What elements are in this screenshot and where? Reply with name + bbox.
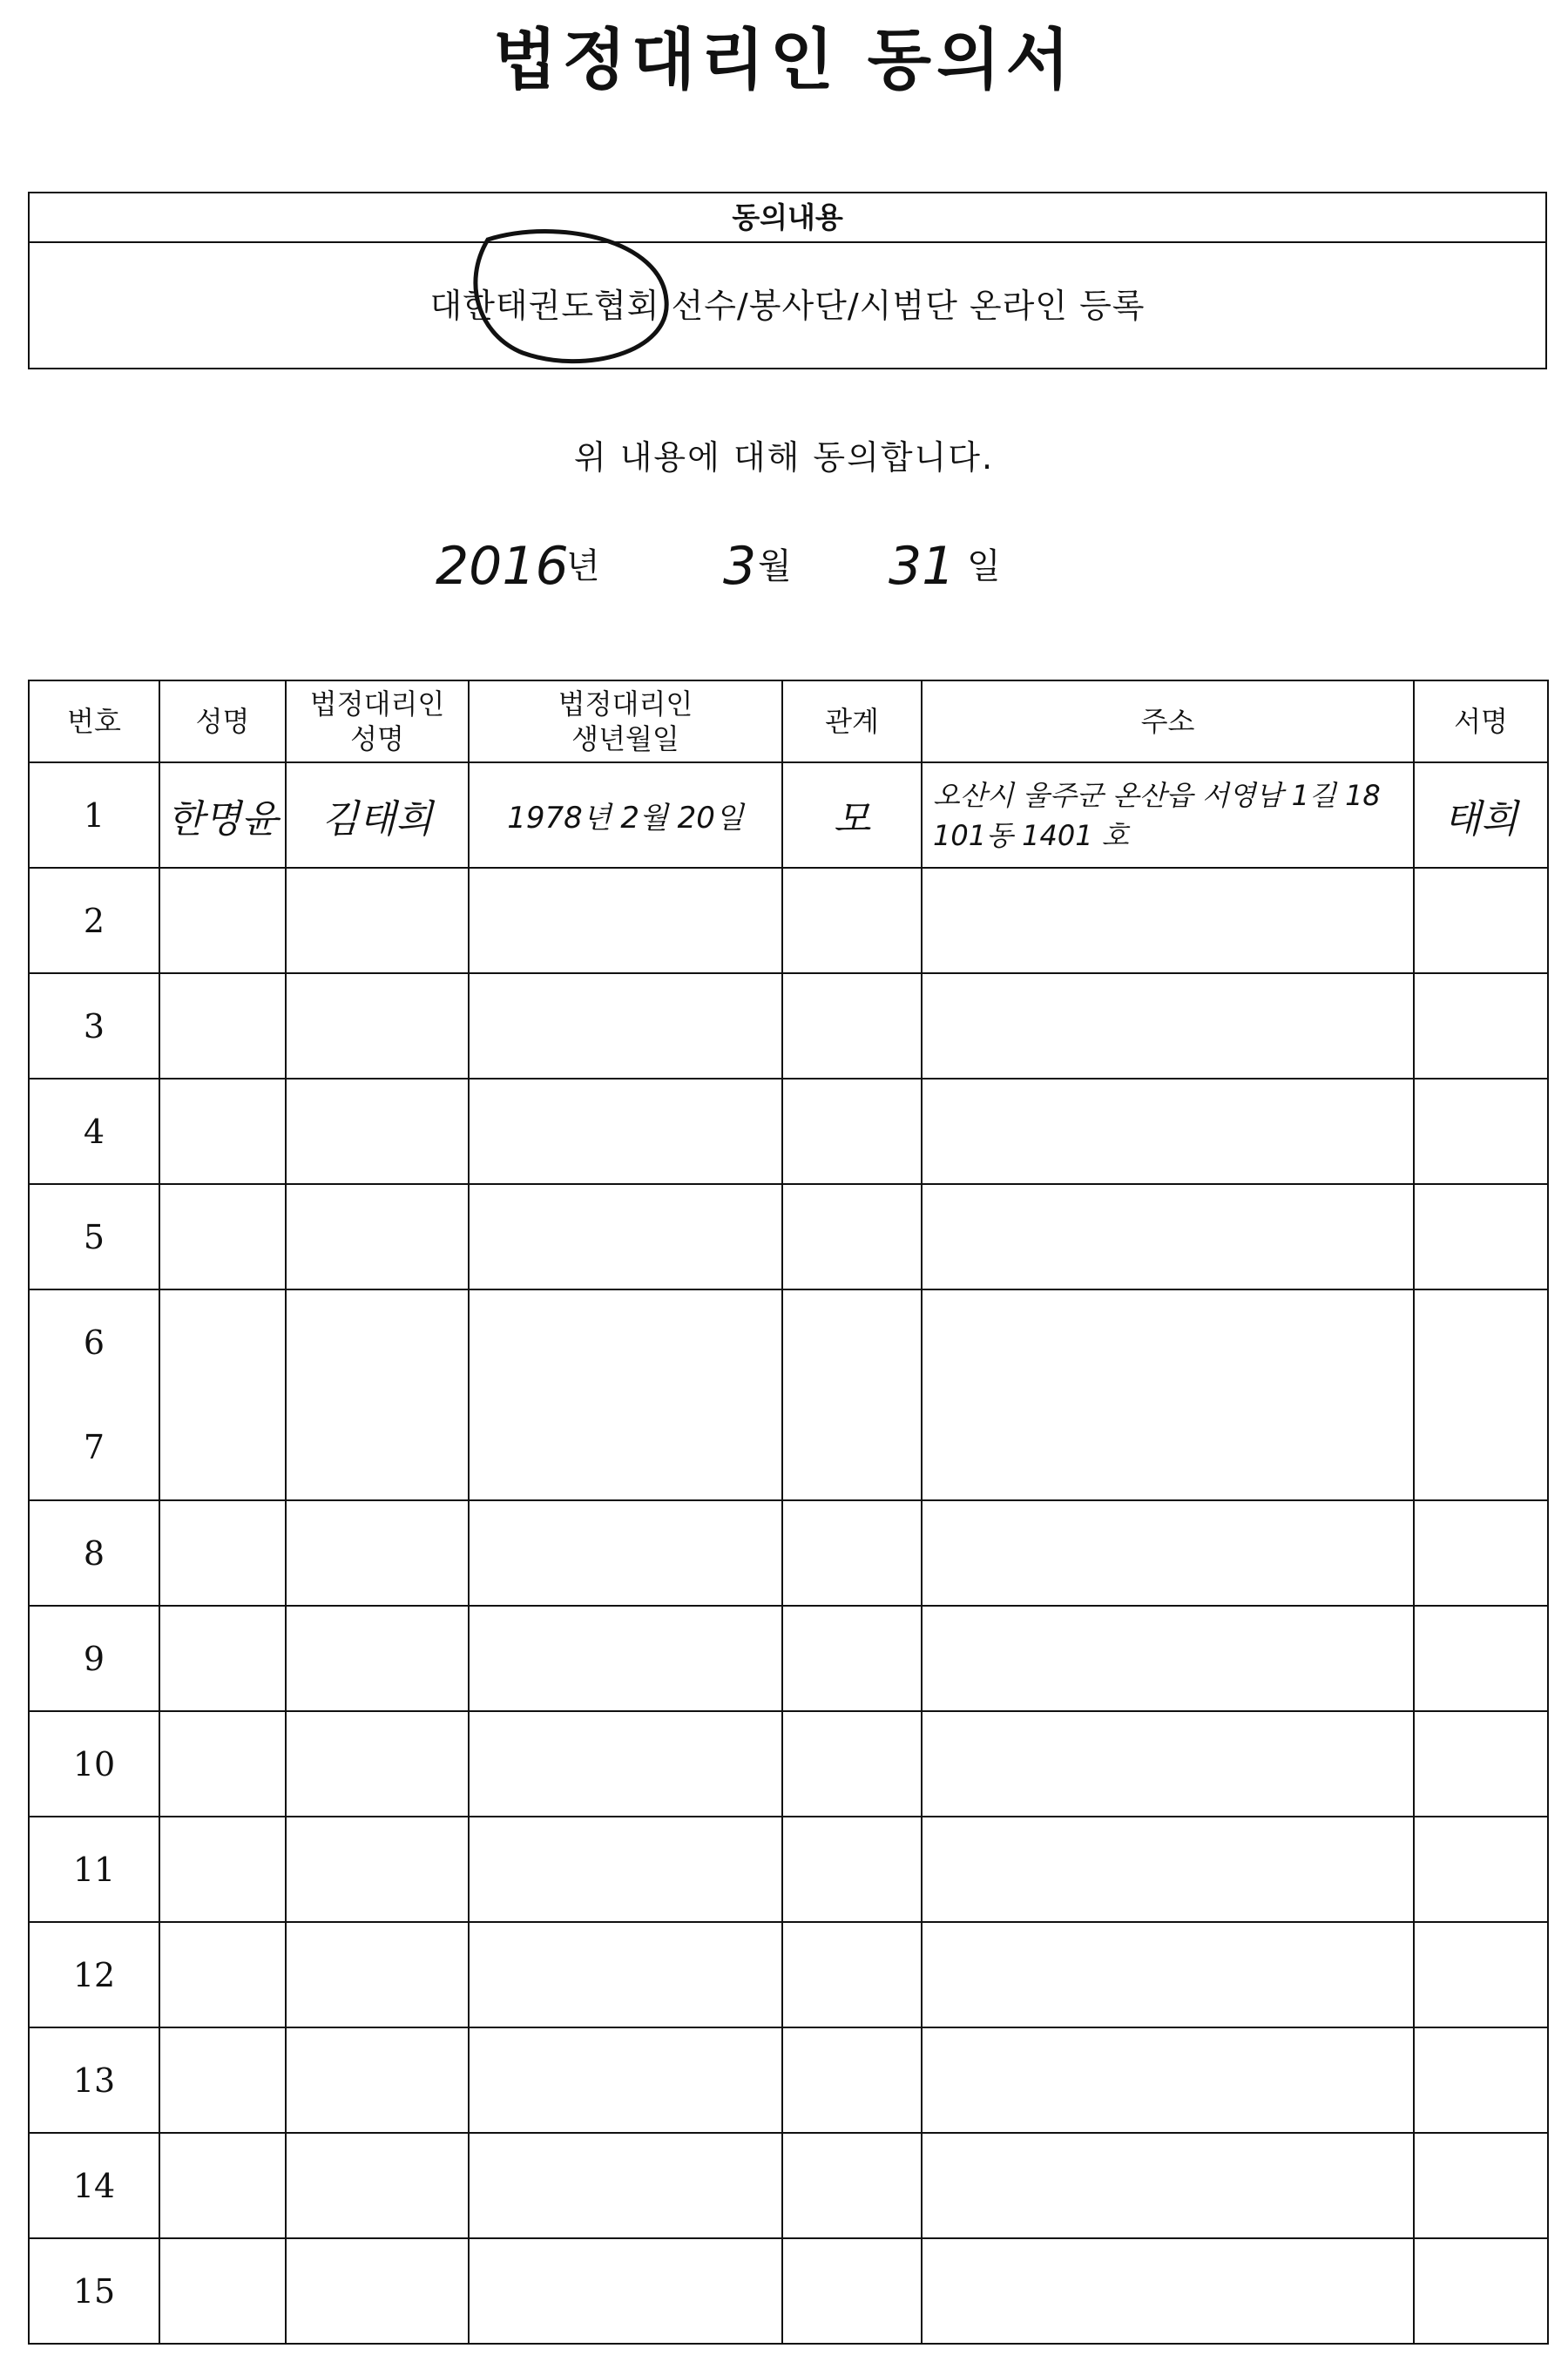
registry-table-wrap: [28, 680, 1547, 2345]
row-number: 5: [29, 1184, 159, 1289]
agreement-text: 위 내용에 대해 동의합니다.: [573, 438, 995, 477]
consent-section: [28, 192, 1547, 369]
row-number: 13: [29, 2027, 159, 2133]
date-day: 31: [889, 536, 956, 597]
date-month-label: 월: [758, 546, 792, 586]
table-row: [29, 1289, 1548, 1500]
row-number: 2: [29, 868, 159, 973]
header-relation: 관계: [782, 680, 922, 762]
table-row: [29, 1184, 1548, 1289]
row-signature: 태희: [1414, 762, 1548, 868]
row-name: 한명윤: [159, 762, 286, 868]
table-row: [29, 973, 1548, 1079]
row-number: 12: [29, 1922, 159, 2027]
table-row: [29, 868, 1548, 973]
header-guardian-name: 법정대리인 성명: [286, 680, 469, 762]
header-signature: 서명: [1414, 680, 1548, 762]
row-number-a: 6: [83, 1323, 105, 1362]
row-number: 3: [29, 973, 159, 1079]
row-number: 8: [29, 1500, 159, 1606]
table-row: [29, 1500, 1548, 1606]
row-number: 4: [29, 1079, 159, 1184]
table-row: [29, 1711, 1548, 1817]
row-number: 15: [29, 2238, 159, 2344]
row-address-line2: 101동 1401 호: [933, 818, 1129, 852]
table-row: [29, 762, 1548, 868]
date-day-label: 일: [967, 546, 1001, 586]
row-number: 10: [29, 1711, 159, 1817]
consent-content: 대한태권도협회 선수/봉사단/시범단 온라인 등록: [429, 287, 1146, 325]
date-month: 3: [723, 536, 757, 597]
table-header-row: [29, 680, 1548, 762]
row-number: 11: [29, 1817, 159, 1922]
header-name: 성명: [159, 680, 286, 762]
header-number: 번호: [29, 680, 159, 762]
table-row: [29, 1922, 1548, 2027]
consent-header: 동의내용: [30, 193, 1545, 243]
document-title: 법정대리인 동의서: [493, 21, 1075, 98]
date-row: [0, 531, 1568, 601]
table-row: [29, 2133, 1548, 2238]
row-number: 14: [29, 2133, 159, 2238]
header-guardian-birth: 법정대리인 생년월일: [469, 680, 782, 762]
table-row: [29, 1606, 1548, 1711]
table-row: [29, 2238, 1548, 2344]
row-guardian-name: 김태희: [286, 762, 469, 868]
header-address: 주소: [922, 680, 1414, 762]
row-number: 1: [29, 762, 159, 868]
row-number: [29, 1289, 159, 1500]
row-address: [922, 762, 1414, 868]
row-number-b: 7: [83, 1428, 105, 1466]
row-number: 9: [29, 1606, 159, 1711]
date-year: 2016: [436, 536, 569, 597]
row-relation: 모: [782, 762, 922, 868]
table-row: [29, 1817, 1548, 1922]
row-address-line1: 오산시 울주군 온산읍 서영남 1길 18: [933, 778, 1381, 812]
table-row: [29, 2027, 1548, 2133]
registry-table: [28, 680, 1549, 2345]
row-guardian-birth: 1978년 2월 20일: [469, 762, 782, 868]
table-row: [29, 1079, 1548, 1184]
date-year-label: 년: [566, 546, 600, 586]
